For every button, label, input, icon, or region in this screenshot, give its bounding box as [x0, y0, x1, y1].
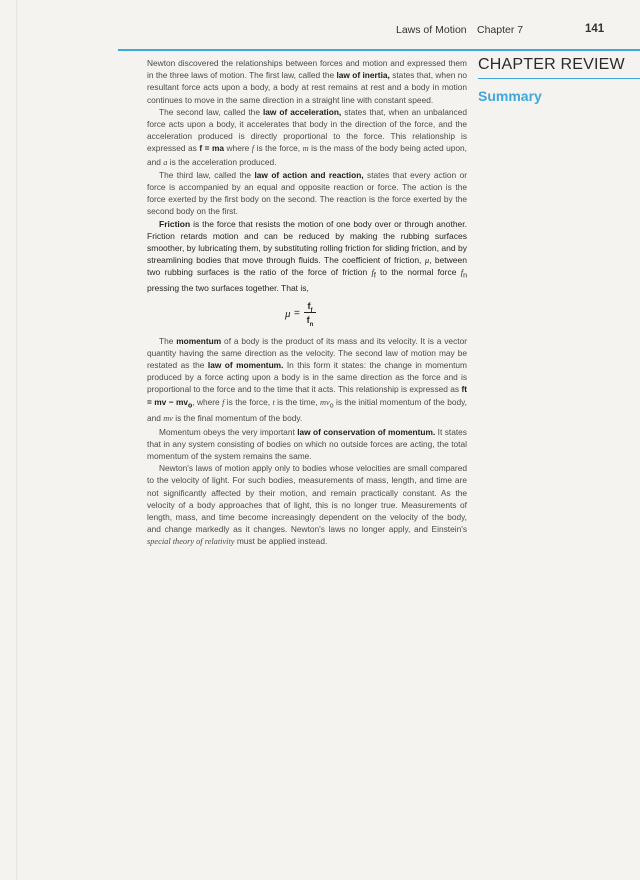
term-law-of-inertia: law of inertia, [336, 70, 390, 81]
denominator-symbol: f [306, 314, 310, 325]
subscript: n [309, 321, 314, 328]
paragraph-conservation [147, 426, 467, 463]
text-run: states that, when an unbalanced force acts upon a body, it accelerates that body in the direction of the force, and the acceleration produced is directly proportional to the force. This relationship is expressed as [147, 106, 468, 154]
text-run: is the mass of the body being acted upon, and [147, 143, 468, 167]
variable: f [251, 144, 255, 154]
subscript: o [188, 402, 193, 410]
friction-coefficient-formula [147, 295, 467, 335]
header-rule [118, 49, 640, 51]
text-run: Newton discovered the relationships between forces and motion and expressed them in the three laws of motion. The first law, called the [147, 58, 467, 81]
text-run: In this form it states: the change in momentum produced by a force acting upon a body is in the same direction as the force and is proportional to the force and to the time that it acts. This relationship is expressed as [147, 359, 467, 395]
text-run: The second law, called the [159, 106, 263, 117]
term-law-of-action-and-reaction: law of action and reaction, [254, 169, 364, 180]
chapter-review-rule [478, 78, 640, 79]
term-law-of-acceleration: law of acceleration, [262, 106, 342, 117]
text-run: where [194, 396, 223, 407]
paragraph-third-law [147, 169, 467, 218]
text-run: is the acceleration produced. [167, 156, 277, 167]
text-run: is the time, [274, 396, 321, 407]
text-run: Newton's laws of motion apply only to bodies whose velocities are small compared to the velocity of light. For such bodies, measurements of mass, length, and time are not significantly affected by their motion, and remain practically constant. As the velocity of a body approaches that of light, this is no longer true. Measurements of length, mass, and time become increasingly dependent on the velocity of the body, and change markedly as it changes. Newton's laws no longer apply, and Einstein's [147, 463, 467, 535]
text-run: pressing the two surfaces together. That is, [147, 283, 309, 294]
summary-body [147, 57, 467, 549]
term-momentum: momentum [176, 335, 222, 346]
variable: t [272, 397, 275, 407]
text-run: The [159, 335, 177, 346]
variable: m [302, 144, 309, 154]
formula-part: ft = mv − mv [147, 384, 467, 407]
text-run: is the force, [254, 143, 303, 154]
paragraph-relativity [147, 462, 467, 548]
formula-equals: = [294, 307, 300, 319]
text-run: is the initial momentum of the body, and [147, 396, 467, 424]
variable: f [371, 267, 374, 278]
term-law-of-conservation-of-momentum: law of conservation of momentum. [297, 426, 436, 437]
summary-heading: Summary [478, 88, 542, 104]
variable: a [163, 157, 168, 167]
formula-f-ma: f = ma [199, 143, 225, 154]
term-special-theory-of-relativity: special theory of relativity [147, 537, 235, 547]
variable: f [460, 267, 464, 278]
subscript: n [463, 272, 467, 281]
variable: f [222, 397, 225, 407]
variable: mv [163, 414, 173, 424]
text-run: , between two rubbing surfaces is the ratio of the force of friction [147, 255, 467, 278]
subscript: o [329, 402, 334, 410]
subscript: f [373, 272, 376, 281]
text-run: It states that in any system consisting of bodies on which no outside forces are acting, the total momentum of the system remains the same. [147, 426, 467, 462]
subscript: f [310, 307, 313, 314]
text-run: where [224, 143, 252, 154]
paragraph-laws-intro [147, 57, 467, 106]
text-run: is the force that resists the motion of one body over or through another. Friction retards motion and can be reduced by making the rubbing surfaces smoother, by lubricating them, by substituting rolling friction for sliding friction, and by streamlining bodies that move through fluids. The coefficient of friction, [147, 218, 467, 266]
text-run: Momentum obeys the very important [159, 426, 298, 437]
text-run: must be applied instead. [234, 536, 328, 547]
header-section-title: Laws of Motion [396, 24, 467, 36]
text-run: states that every action or force is accompanied by an equal and opposite reaction or force. The action is the force exerted by the first body on the second. The reaction is the force exerted by the second body on the first. [147, 169, 467, 217]
term-friction: Friction [159, 218, 191, 229]
text-run: states that, when no resultant force acts upon a body, a body at rest remains at rest and a body in motion continues to move in the same direction in a straight line with constant speed. [147, 70, 467, 105]
chapter-review-heading: CHAPTER REVIEW [478, 56, 625, 73]
page-gutter-shadow [16, 0, 18, 880]
formula-denominator [304, 314, 316, 328]
text-run: of a body is the product of its mass and its velocity. It is a vector quantity having the same direction as the velocity. The second law of motion may be restated as the [147, 335, 467, 370]
formula-lhs: μ [285, 307, 291, 320]
page-number: 141 [585, 23, 605, 35]
text-run: is the force, [224, 396, 273, 407]
formula-fraction [304, 300, 316, 328]
term-law-of-momentum: law of momentum. [207, 359, 284, 370]
paragraph-friction [147, 218, 467, 295]
text-run: The third law, called the [159, 169, 255, 180]
text-run: is the final momentum of the body. [172, 413, 303, 424]
variable: mv [320, 397, 330, 407]
running-header [0, 24, 640, 38]
paragraph-momentum [147, 335, 467, 426]
variable-mu: μ [424, 255, 430, 266]
formula-numerator [304, 300, 316, 314]
numerator-symbol: f [307, 300, 311, 311]
text-run: to the normal force [375, 267, 461, 278]
header-chapter-label: Chapter 7 [477, 24, 524, 36]
paragraph-second-law [147, 106, 467, 169]
text-run: , [192, 396, 195, 407]
